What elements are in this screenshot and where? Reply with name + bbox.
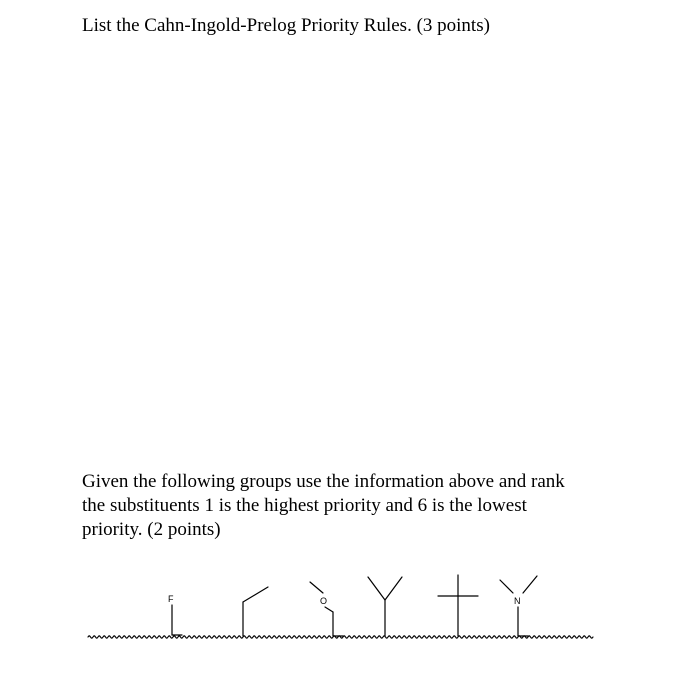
question-1-text: List the Cahn-Ingold-Prelog Priority Rules. (3 points) (82, 15, 490, 36)
question-2-line: the substituents 1 is the highest priority and 6 is the lowest (82, 495, 527, 516)
substituent-propyl (243, 587, 268, 636)
question-2-text (82, 470, 642, 542)
substituent-amine (500, 576, 537, 636)
substituent-structures-figure (0, 560, 700, 670)
atom-label-oxygen: O (320, 596, 328, 606)
atom-label-nitrogen: N (514, 596, 521, 606)
question-2-line: priority. (2 points) (82, 519, 221, 540)
substituent-methoxymethyl (310, 582, 343, 636)
question-2-line: Given the following groups use the information above and rank (82, 471, 565, 492)
substituent-isopropyl (368, 577, 402, 636)
substituent-tert-butyl (438, 575, 478, 636)
atom-label-fluorine: F (168, 594, 174, 604)
substituent-fluoromethyl (172, 605, 182, 635)
